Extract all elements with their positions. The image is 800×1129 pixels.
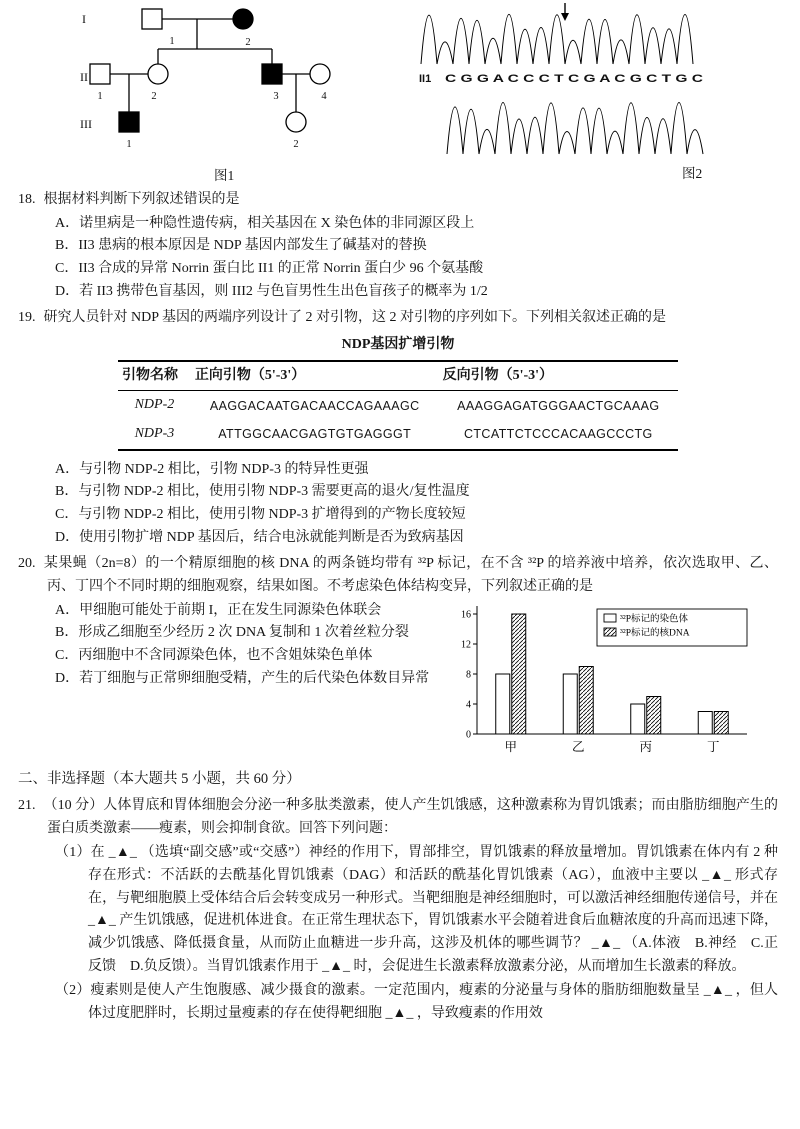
svg-text:³²P标记的染色体: ³²P标记的染色体	[620, 614, 688, 625]
svg-text:1: 1	[126, 139, 132, 150]
primer-table-row-ndp3	[118, 420, 678, 450]
question-20-option-b: B．形成乙细胞至少经历 2 次 DNA 复制和 1 次着丝粒分裂	[55, 625, 409, 641]
chromatogram-figure	[415, 2, 737, 164]
q20-chart-block	[447, 600, 752, 767]
question-18-option-c: C．II3 合成的异常 Norrin 蛋白比 II1 的正常 Norrin 蛋白少 96 个氨基酸	[55, 261, 484, 277]
question-18	[18, 189, 778, 303]
svg-text:8: 8	[466, 669, 471, 681]
primer-ndp3-reverse-seq: CTCATTCTCCCACAAGCCCTG	[463, 427, 653, 442]
primer-table-title: NDP基因扩增引物	[341, 337, 455, 353]
pedigree-II4-unaffected-female-symbol	[310, 64, 330, 84]
question-21-number: 21.	[18, 797, 36, 813]
svg-text:乙: 乙	[571, 739, 585, 754]
question-19-stem: 19. 研究人员针对 NDP 基因的两端序列设计了 2 对引物，这 2 对引物的序列如下。下列相关叙述正确的是	[18, 310, 666, 326]
svg-text:甲: 甲	[504, 739, 518, 754]
question-21-stem: 21. （10 分）人体胃底和胃体细胞会分泌一种多肽类激素，使人产生饥饿感，这种激素称为胃饥饿素；而由脂肪细胞产生的蛋白质类激素——瘦素，则会抑制食欲。回答下列问题：	[18, 797, 778, 836]
pedigree-III1-affected-male-symbol	[119, 112, 139, 132]
primer-table	[118, 360, 678, 451]
svg-text:II: II	[80, 70, 88, 84]
pedigree-figure	[80, 4, 350, 164]
primer-name-ndp3: NDP-3	[134, 426, 175, 442]
svg-text:丁: 丁	[706, 739, 720, 754]
svg-text:4: 4	[466, 699, 471, 711]
pedigree-II3-affected-male-symbol	[262, 64, 282, 84]
question-19-option-c: C．与引物 NDP-2 相比，使用引物 NDP-3 扩增得到的产物长度较短	[55, 507, 466, 523]
primer-table-block	[118, 334, 678, 451]
chromatogram-sequence: C G G A C C C T C G A C G C T G C	[445, 73, 704, 85]
question-20-option-a: A．甲细胞可能处于前期 I，正在发生同源染色体联会	[55, 602, 382, 618]
question-19-option-a: A．与引物 NDP-2 相比，引物 NDP-3 的特异性更强	[55, 461, 369, 477]
svg-text:3: 3	[273, 91, 279, 102]
pedigree-I1-unaffected-male-symbol	[142, 9, 162, 29]
question-19-options	[55, 459, 778, 550]
q20-bar-chart	[447, 600, 752, 758]
svg-text:16: 16	[461, 609, 471, 621]
chromatogram-bottom-trace	[447, 102, 703, 154]
pedigree-II2-unaffected-female-symbol	[148, 64, 168, 84]
question-19-number: 19.	[18, 310, 36, 326]
svg-text:2: 2	[151, 91, 157, 102]
question-19	[18, 307, 778, 549]
svg-text:III: III	[80, 117, 92, 131]
pedigree-I2-affected-female-symbol	[233, 9, 253, 29]
question-19-option-d: D．使用引物扩增 NDP 基因后，结合电泳就能判断是否为致病基因	[55, 529, 464, 545]
question-21	[18, 795, 778, 1026]
question-18-option-b: B．II3 患病的根本原因是 NDP 基因内部发生了碱基对的替换	[55, 238, 427, 254]
primer-name-ndp2: NDP-2	[134, 397, 175, 413]
question-19-option-b: B．与引物 NDP-2 相比，使用引物 NDP-3 需要更高的退火/复性温度	[55, 484, 470, 500]
section2-header: 二、非选择题（本大题共 5 小题，共 60 分）	[18, 771, 301, 788]
chromatogram-top-trace	[421, 14, 693, 64]
figure1-caption: 图1	[214, 168, 235, 183]
question-20-body	[18, 600, 778, 754]
mutation-arrow-icon	[561, 3, 569, 21]
primer-table-header-name: 引物名称	[118, 361, 191, 391]
svg-text:0: 0	[466, 729, 471, 741]
svg-text:³²P标记的核DNA: ³²P标记的核DNA	[620, 628, 690, 639]
svg-text:12: 12	[461, 639, 471, 651]
question-21-part2: （2）瘦素则是使人产生饱腹感、减少摄食的激素。一定范围内，瘦素的分泌量与身体的脂肪细胞数量呈 _▲_ ，但人体过度肥胖时，长期过量瘦素的存在使得靶细胞 _▲_ ，导致瘦素的作用效	[55, 983, 778, 1021]
question-21-part1: （1）在 _▲_ （选填“副交感”或“交感”）神经的作用下，胃部排空，胃饥饿素的释放量增加。胃饥饿素在体内有 2 种存在形式：不活跃的去酰基化胃饥饿素（DAG）和活跃的酰基化胃饥饿素（AG），血液中主要以 _▲_ 形式存在，与靶细胞膜上受体结合后会转变成另一种形式。当靶细胞是神经细胞时，可以激活神经细胞传递信号，并在 _▲_ 产生饥饿感，促进机体进食。在正常生理状态下，胃饥饿素水平会随着进食后血糖浓度的升高而迅速下降，减少饥饿感、降低摄食量，从而防止血糖进一步升高，这涉及机体的哪些调节？ _▲_ （A.体液 B.神经 C.正反馈 D.负反馈）。当胃饥饿素作用于 _▲_ 时，会促进生长激素释放激素分泌，从而增加生长激素的释放。	[55, 845, 778, 974]
question-18-stem: 18. 根据材料判断下列叙述错误的是	[18, 192, 240, 207]
primer-table-header-forward: 正向引物（5'-3'）	[191, 361, 439, 391]
primer-ndp2-reverse-seq: AAAGGAGATGGGAACTGCAAAG	[457, 398, 660, 413]
question-18-number: 18.	[18, 192, 36, 207]
pedigree-individual-numbers	[97, 36, 327, 150]
svg-text:2: 2	[245, 37, 251, 48]
primer-table-row-ndp2	[118, 391, 678, 420]
question-20-number: 20.	[18, 556, 36, 572]
svg-text:2: 2	[293, 139, 299, 150]
primer-ndp3-forward-seq: ATTGGCAACGAGTGTGAGGGT	[218, 427, 412, 442]
question-20-option-d: D．若丁细胞与正常卵细胞受精，产生的后代染色体数目异常	[55, 670, 430, 686]
pedigree-II1-unaffected-male-symbol	[90, 64, 110, 84]
figures-row	[0, 0, 800, 186]
question-18-option-a: A．诺里病是一种隐性遗传病，相关基因在 X 染色体的非同源区段上	[55, 215, 475, 231]
svg-text:1: 1	[97, 91, 103, 102]
svg-text:4: 4	[321, 91, 327, 102]
figure2-caption: 图2	[682, 166, 703, 181]
question-18-options	[55, 213, 778, 304]
svg-text:1: 1	[169, 36, 175, 47]
question-20-stem: 20. 某果蝇（2n=8）的一个精原细胞的核 DNA 的两条链均带有 ³²P 标记，在不含 ³²P 的培养液中培养，依次选取甲、乙、丙、丁四个不同时期的细胞观察，结果如图。不考虑染色体结构变异，下列叙述正确的是	[18, 556, 778, 595]
chromatogram-individual-label: II1	[419, 73, 432, 85]
exam-body	[0, 189, 800, 1026]
primer-ndp2-forward-seq: AAGGACAATGACAACCAGAAAGC	[209, 398, 420, 413]
svg-text:I: I	[82, 12, 86, 26]
pedigree-III2-unaffected-female-symbol	[286, 112, 306, 132]
primer-table-header-row	[118, 361, 678, 391]
svg-text:丙: 丙	[639, 739, 653, 754]
question-18-option-d: D．若 II3 携带色盲基因，则 III2 与色盲男性生出色盲孩子的概率为 1/2	[55, 283, 488, 299]
question-20-option-c: C．丙细胞中不含同源染色体，也不含姐妹染色单体	[55, 648, 373, 664]
primer-table-header-reverse: 反向引物（5'-3'）	[439, 361, 678, 391]
question-20	[18, 553, 778, 754]
